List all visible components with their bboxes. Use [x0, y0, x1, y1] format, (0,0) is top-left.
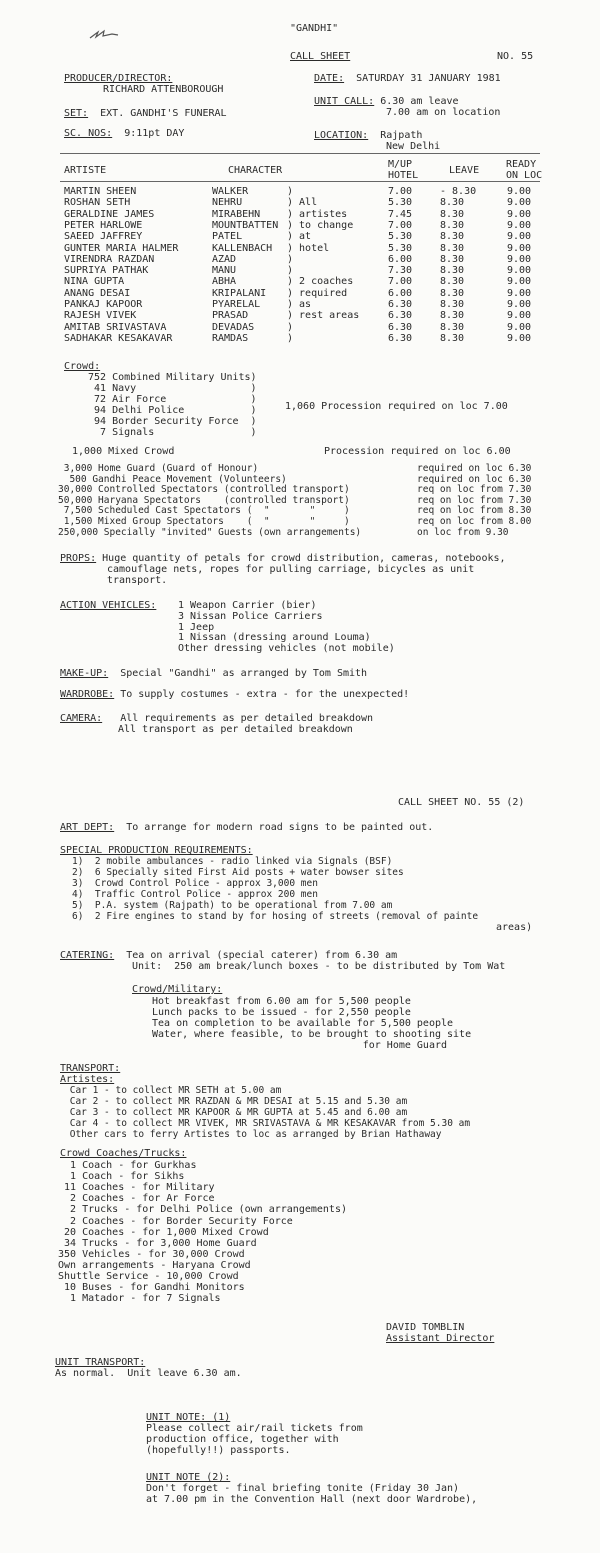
location-2: New Delhi: [386, 141, 441, 152]
unit-transport-label: UNIT TRANSPORT:: [55, 1357, 146, 1368]
cast-hotel-time: 5.30: [388, 231, 413, 243]
catering-value-2: Unit: 250 am break/lunch boxes - to be distributed by Tom Wat: [132, 961, 506, 972]
cast-character: PATEL: [212, 231, 243, 243]
props-line: [60, 553, 506, 564]
unit-note-2-line: at 7.00 pm in the Convention Hall (next door Wardrobe),: [146, 1494, 478, 1505]
catering-label: CATERING:: [60, 950, 115, 961]
cast-character: RAMDAS: [212, 332, 249, 344]
sheet-number: NO. 55: [497, 51, 534, 62]
header-character: CHARACTER: [228, 165, 283, 176]
cast-ready-time: 9.00: [507, 310, 532, 322]
coach-item: Own arrangements - Haryana Crowd: [58, 1259, 251, 1271]
cast-artiste: GUNTER MARIA HALMER: [64, 242, 179, 254]
crowd-military-item: 94 Border Security Force ): [88, 416, 257, 427]
cast-note: ) at: [287, 231, 312, 243]
cast-leave-time: 8.30: [440, 299, 465, 310]
cast-artiste: ANANG DESAI: [64, 287, 131, 299]
cast-artiste: SADHAKAR KESAKAVAR: [64, 332, 173, 344]
action-vehicle-item: 1 Nissan (dressing around Louma): [178, 632, 371, 644]
set-line: [64, 108, 227, 119]
cast-ready-time: 9.00: [507, 287, 532, 299]
cast-leave-time: 8.30: [440, 231, 465, 243]
cast-ready-time: 9.00: [507, 253, 532, 265]
scene-value: 9:11pt DAY: [124, 128, 185, 139]
cast-ready-time: 9.00: [507, 208, 532, 220]
unit-note-2-label: UNIT NOTE (2):: [146, 1472, 231, 1483]
cast-hotel-time: 6.30: [388, 332, 413, 344]
crowd-catering-item: Water, where feasible, to be brought to shooting site: [152, 1029, 472, 1040]
wardrobe-line: [60, 689, 409, 700]
coach-item: 20 Coaches - for 1,000 Mixed Crowd: [58, 1226, 269, 1238]
crowd-spectator-requirement: req on loc from 8.00: [417, 516, 532, 527]
props-line-2: camouflage nets, ropes for pulling carriage, bicycles as unit: [107, 564, 475, 575]
signature-name: DAVID TOMBLIN: [386, 1322, 465, 1333]
cast-artiste: VIRENDRA RAZDAN: [64, 253, 155, 265]
cast-note: ): [287, 332, 294, 344]
coach-item: 1 Coach - for Gurkhas: [58, 1160, 197, 1171]
crowd-military-item: 94 Delhi Police ): [88, 405, 257, 416]
film-title: "GANDHI": [290, 23, 339, 34]
cast-artiste: PANKAJ KAPOOR: [64, 299, 143, 310]
transport-item: Car 2 - to collect MR RAZDAN & MR DESAI at 5.15 and 5.30 am: [64, 1096, 408, 1107]
cast-leave-time: 8.30: [440, 332, 465, 344]
crowd-spectator-item: 30,000 Controlled Spectators (controlled transport): [58, 484, 350, 496]
cast-hotel-time: 5.30: [388, 242, 413, 254]
scene-line: [64, 128, 184, 139]
transport-label: TRANSPORT:: [60, 1063, 121, 1074]
cast-artiste: RAJESH VIVEK: [64, 310, 137, 322]
sheet-title: CALL SHEET: [290, 51, 351, 62]
cast-character: MOUNTBATTEN: [212, 219, 279, 231]
special-requirement-item: 6) 2 Fire engines to stand by for hosing of streets (removal of painte: [72, 911, 479, 922]
cast-note: ) artistes: [287, 208, 348, 220]
cast-hotel-time: 6.30: [388, 321, 413, 333]
header-ready-1: READY: [506, 159, 537, 170]
crowd-spectator-item: 1,500 Mixed Group Spectators ( " " ): [58, 516, 350, 527]
cast-leave-time: 8.30: [440, 321, 465, 333]
unit-call-line: [314, 96, 459, 107]
header-hotel-2: HOTEL: [388, 170, 419, 181]
special-tail: areas): [496, 922, 533, 933]
cast-leave-time: 8.30: [440, 242, 465, 254]
coach-item: Shuttle Service - 10,000 Crowd: [58, 1271, 239, 1282]
makeup-label: MAKE-UP:: [60, 668, 109, 679]
crowd-spectator-item: 500 Gandhi Peace Movement (Volunteers): [58, 473, 287, 485]
props-label: PROPS:: [60, 553, 97, 564]
handwritten-mark: [88, 28, 120, 42]
camera-value-1: All requirements as per detailed breakdown: [120, 713, 374, 724]
cast-character: MANU: [212, 265, 237, 277]
crowd-label: Crowd:: [64, 361, 101, 372]
crowd-spectator-requirement: required on loc 6.30: [417, 473, 532, 485]
cast-leave-time: 8.30: [440, 265, 465, 277]
cast-note: ) required: [287, 287, 348, 299]
catering-value-1: Tea on arrival (special caterer) from 6.30 am: [126, 950, 398, 961]
unit-call-2: 7.00 am on location: [386, 107, 501, 118]
crowd-military-item: 41 Navy ): [88, 383, 257, 394]
art-dept-label: ART DEPT:: [60, 822, 115, 833]
crowd-spectator-requirement: on loc from 9.30: [417, 526, 509, 538]
cast-leave-time: 8.30: [440, 287, 465, 299]
cast-leave-time: 8.30: [440, 310, 465, 322]
crowd-spectator-requirement: req on loc from 7.30: [417, 484, 532, 496]
unit-note-1-line: production office, together with: [146, 1434, 339, 1445]
cast-hotel-time: 6.30: [388, 310, 413, 322]
header-hotel-1: M/UP: [388, 159, 413, 170]
coach-item: 350 Vehicles - for 30,000 Crowd: [58, 1248, 245, 1260]
cast-character: KALLENBACH: [212, 242, 273, 254]
coach-item: 1 Coach - for Sikhs: [58, 1171, 185, 1183]
cast-leave-time: - 8.30: [440, 186, 477, 197]
crowd-spectator-item: 250,000 Specially "invited" Guests (own arrangements): [58, 526, 362, 538]
unit-note-1-label: UNIT NOTE: (1): [146, 1412, 231, 1423]
cast-leave-time: 8.30: [440, 253, 465, 265]
cast-ready-time: 9.00: [507, 265, 532, 277]
props-line-1: Huge quantity of petals for crowd distribution, cameras, notebooks,: [102, 553, 506, 564]
crowd-spectator-item: 50,000 Haryana Spectators (controlled transport): [58, 494, 350, 506]
camera-line: [60, 713, 373, 724]
crowd-spectator-requirement: required on loc 6.30: [417, 463, 532, 474]
makeup-line: [60, 668, 367, 679]
cast-artiste: AMITAB SRIVASTAVA: [64, 321, 167, 333]
special-requirement-item: 2) 6 Specially sited First Aid posts + water bowser sites: [72, 867, 404, 878]
cast-leave-time: 8.30: [440, 276, 465, 288]
crowd-spectator-item: 7,500 Scheduled Cast Spectators ( " " ): [58, 505, 350, 517]
header-ready-2: ON LOC: [506, 170, 543, 181]
crowd-spectator-item: 3,000 Home Guard (Guard of Honour): [58, 463, 259, 474]
cast-artiste: GERALDINE JAMES: [64, 208, 155, 220]
coach-item: 1 Matador - for 7 Signals: [58, 1293, 221, 1305]
cast-artiste: MARTIN SHEEN: [64, 186, 137, 197]
camera-label: CAMERA:: [60, 713, 103, 724]
date-value: SATURDAY 31 JANUARY 1981: [356, 73, 501, 84]
action-vehicles-label: ACTION VEHICLES:: [60, 600, 157, 611]
unit-call-label: UNIT CALL:: [314, 96, 375, 107]
cast-hotel-time: 5.30: [388, 197, 413, 209]
cast-note: ): [287, 321, 294, 333]
transport-item: Car 3 - to collect MR KAPOOR & MR GUPTA at 5.45 and 6.00 am: [64, 1107, 408, 1118]
cast-note: ) to change: [287, 219, 354, 231]
cast-leave-time: 8.30: [440, 208, 465, 220]
crowd-military-item: 7 Signals ): [88, 427, 257, 438]
cast-hotel-time: 6.30: [388, 299, 413, 310]
makeup-value: Special "Gandhi" as arranged by Tom Smith: [120, 668, 368, 679]
crowd-catering-item: for Home Guard: [152, 1040, 448, 1051]
location-line: [314, 130, 422, 141]
cast-ready-time: 9.00: [507, 242, 532, 254]
cast-character: KRIPALANI: [212, 287, 267, 299]
set-value: EXT. GANDHI'S FUNERAL: [100, 108, 227, 119]
cast-note: ): [287, 265, 294, 277]
action-vehicle-item: Other dressing vehicles (not mobile): [178, 643, 395, 655]
cast-ready-time: 9.00: [507, 332, 532, 344]
cast-artiste: PETER HARLOWE: [64, 219, 143, 231]
cast-character: PYARELAL: [212, 299, 261, 310]
coach-item: 2 Trucks - for Delhi Police (own arrangements): [58, 1204, 347, 1216]
action-vehicle-item: 3 Nissan Police Carriers: [178, 610, 323, 622]
cast-ready-time: 9.00: [507, 219, 532, 231]
cast-leave-time: 8.30: [440, 197, 465, 209]
cast-note: ) as: [287, 299, 312, 310]
cast-character: WALKER: [212, 186, 249, 197]
unit-note-1-line: (hopefully!!) passports.: [146, 1445, 291, 1456]
art-dept-value: To arrange for modern road signs to be painted out.: [126, 822, 434, 833]
cast-note: ): [287, 253, 294, 265]
scene-label: SC. NOS:: [64, 128, 113, 139]
header-artiste: ARTISTE: [64, 165, 107, 176]
action-vehicle-item: 1 Weapon Carrier (bier): [178, 600, 317, 611]
action-vehicle-item: 1 Jeep: [178, 621, 215, 633]
table-top-rule: [60, 153, 540, 154]
cast-character: PRASAD: [212, 310, 249, 322]
producer-name: RICHARD ATTENBOROUGH: [103, 84, 224, 95]
cast-ready-time: 9.00: [507, 321, 532, 333]
cast-hotel-time: 6.00: [388, 287, 413, 299]
cast-note: ) rest areas: [287, 310, 360, 322]
cast-character: ABHA: [212, 276, 237, 288]
crowd-catering-item: Hot breakfast from 6.00 am for 5,500 people: [152, 996, 411, 1007]
transport-item: Other cars to ferry Artistes to loc as arranged by Brian Hathaway: [64, 1129, 442, 1140]
signature-title: Assistant Director: [386, 1333, 495, 1344]
art-dept-line: [60, 822, 433, 833]
coach-item: 2 Coaches - for Border Security Force: [58, 1215, 293, 1227]
page2-header: CALL SHEET NO. 55 (2): [398, 797, 525, 808]
transport-item: Car 1 - to collect MR SETH at 5.00 am: [64, 1085, 282, 1096]
cast-character: DEVADAS: [212, 321, 255, 333]
table-header-rule: [60, 181, 540, 182]
special-requirement-item: 1) 2 mobile ambulances - radio linked via Signals (BSF): [72, 856, 393, 867]
unit-transport-value: As normal. Unit leave 6.30 am.: [55, 1368, 242, 1379]
crowd-military-item: 752 Combined Military Units): [88, 372, 257, 383]
cast-hotel-time: 7.30: [388, 265, 413, 277]
cast-leave-time: 8.30: [440, 219, 465, 231]
wardrobe-value: To supply costumes - extra - for the unexpected!: [120, 689, 410, 700]
crowd-mixed-note: Procession required on loc 6.00: [324, 446, 511, 457]
crowd-mixed: 1,000 Mixed Crowd: [72, 446, 175, 457]
special-requirements-label: SPECIAL PRODUCTION REQUIREMENTS:: [60, 845, 253, 856]
cast-hotel-time: 6.00: [388, 253, 413, 265]
cast-note: ): [287, 186, 294, 197]
crowd-spectator-requirement: req on loc from 7.30: [417, 494, 532, 506]
catering-line: [60, 950, 397, 961]
props-line-3: transport.: [107, 575, 168, 586]
coach-item: 2 Coaches - for Ar Force: [58, 1193, 215, 1205]
special-requirement-item: 5) P.A. system (Rajpath) to be operational from 7.00 am: [72, 900, 393, 911]
artistes-transport-label: Artistes:: [60, 1074, 115, 1085]
producer-label: PRODUCER/DIRECTOR:: [64, 73, 173, 84]
cast-note: ) 2 coaches: [287, 276, 354, 288]
cast-hotel-time: 7.00: [388, 276, 413, 288]
unit-note-2-line: Don't forget - final briefing tonite (Friday 30 Jan): [146, 1483, 460, 1494]
cast-note: ) hotel: [287, 242, 330, 254]
cast-character: MIRABEHN: [212, 208, 261, 220]
cast-character: AZAD: [212, 253, 237, 265]
cast-artiste: SAEED JAFFREY: [64, 231, 143, 243]
crowd-catering-item: Lunch packs to be issued - for 2,550 people: [152, 1007, 411, 1018]
cast-note: ) All: [287, 197, 318, 209]
cast-character: NEHRU: [212, 197, 243, 209]
set-label: SET:: [64, 108, 89, 119]
crowd-military-note: 1,060 Procession required on loc 7.00: [285, 401, 508, 412]
unit-note-1-line: Please collect air/rail tickets from: [146, 1423, 363, 1434]
crowd-military-item: 72 Air Force ): [88, 394, 257, 405]
location-1: Rajpath: [380, 130, 423, 141]
crowd-coaches-label: Crowd Coaches/Trucks:: [60, 1148, 187, 1159]
coach-item: 10 Buses - for Gandhi Monitors: [58, 1282, 245, 1294]
coach-item: 11 Coaches - for Military: [58, 1182, 215, 1194]
cast-artiste: ROSHAN SETH: [64, 197, 131, 209]
cast-ready-time: 9.00: [507, 299, 532, 310]
crowd-catering-item: Tea on completion to be available for 5,500 people: [152, 1018, 454, 1029]
header-leave: LEAVE: [449, 165, 480, 176]
cast-hotel-time: 7.00: [388, 186, 413, 197]
special-requirement-item: 4) Traffic Control Police - approx 200 men: [72, 889, 318, 900]
cast-artiste: SUPRIYA PATHAK: [64, 265, 149, 277]
date-line: [314, 73, 501, 84]
date-label: DATE:: [314, 73, 345, 84]
coach-item: 34 Trucks - for 3,000 Home Guard: [58, 1237, 257, 1249]
cast-hotel-time: 7.00: [388, 219, 413, 231]
special-requirement-item: 3) Crowd Control Police - approx 3,000 men: [72, 878, 318, 889]
cast-ready-time: 9.00: [507, 197, 532, 209]
crowd-military-catering-label: Crowd/Military:: [132, 984, 223, 995]
location-label: LOCATION:: [314, 130, 369, 141]
camera-value-2: All transport as per detailed breakdown: [118, 724, 353, 735]
cast-hotel-time: 7.45: [388, 208, 413, 220]
wardrobe-label: WARDROBE:: [60, 689, 115, 700]
cast-artiste: NINA GUPTA: [64, 276, 125, 288]
crowd-spectator-requirement: req on loc from 8.30: [417, 505, 532, 517]
transport-item: Car 4 - to collect MR VIVEK, MR SRIVASTAVA & MR KESAKAVAR from 5.30 am: [64, 1118, 471, 1129]
cast-ready-time: 9.00: [507, 231, 532, 243]
unit-call-1: 6.30 am leave: [380, 96, 459, 107]
cast-ready-time: 9.00: [507, 186, 532, 197]
cast-ready-time: 9.00: [507, 276, 532, 288]
